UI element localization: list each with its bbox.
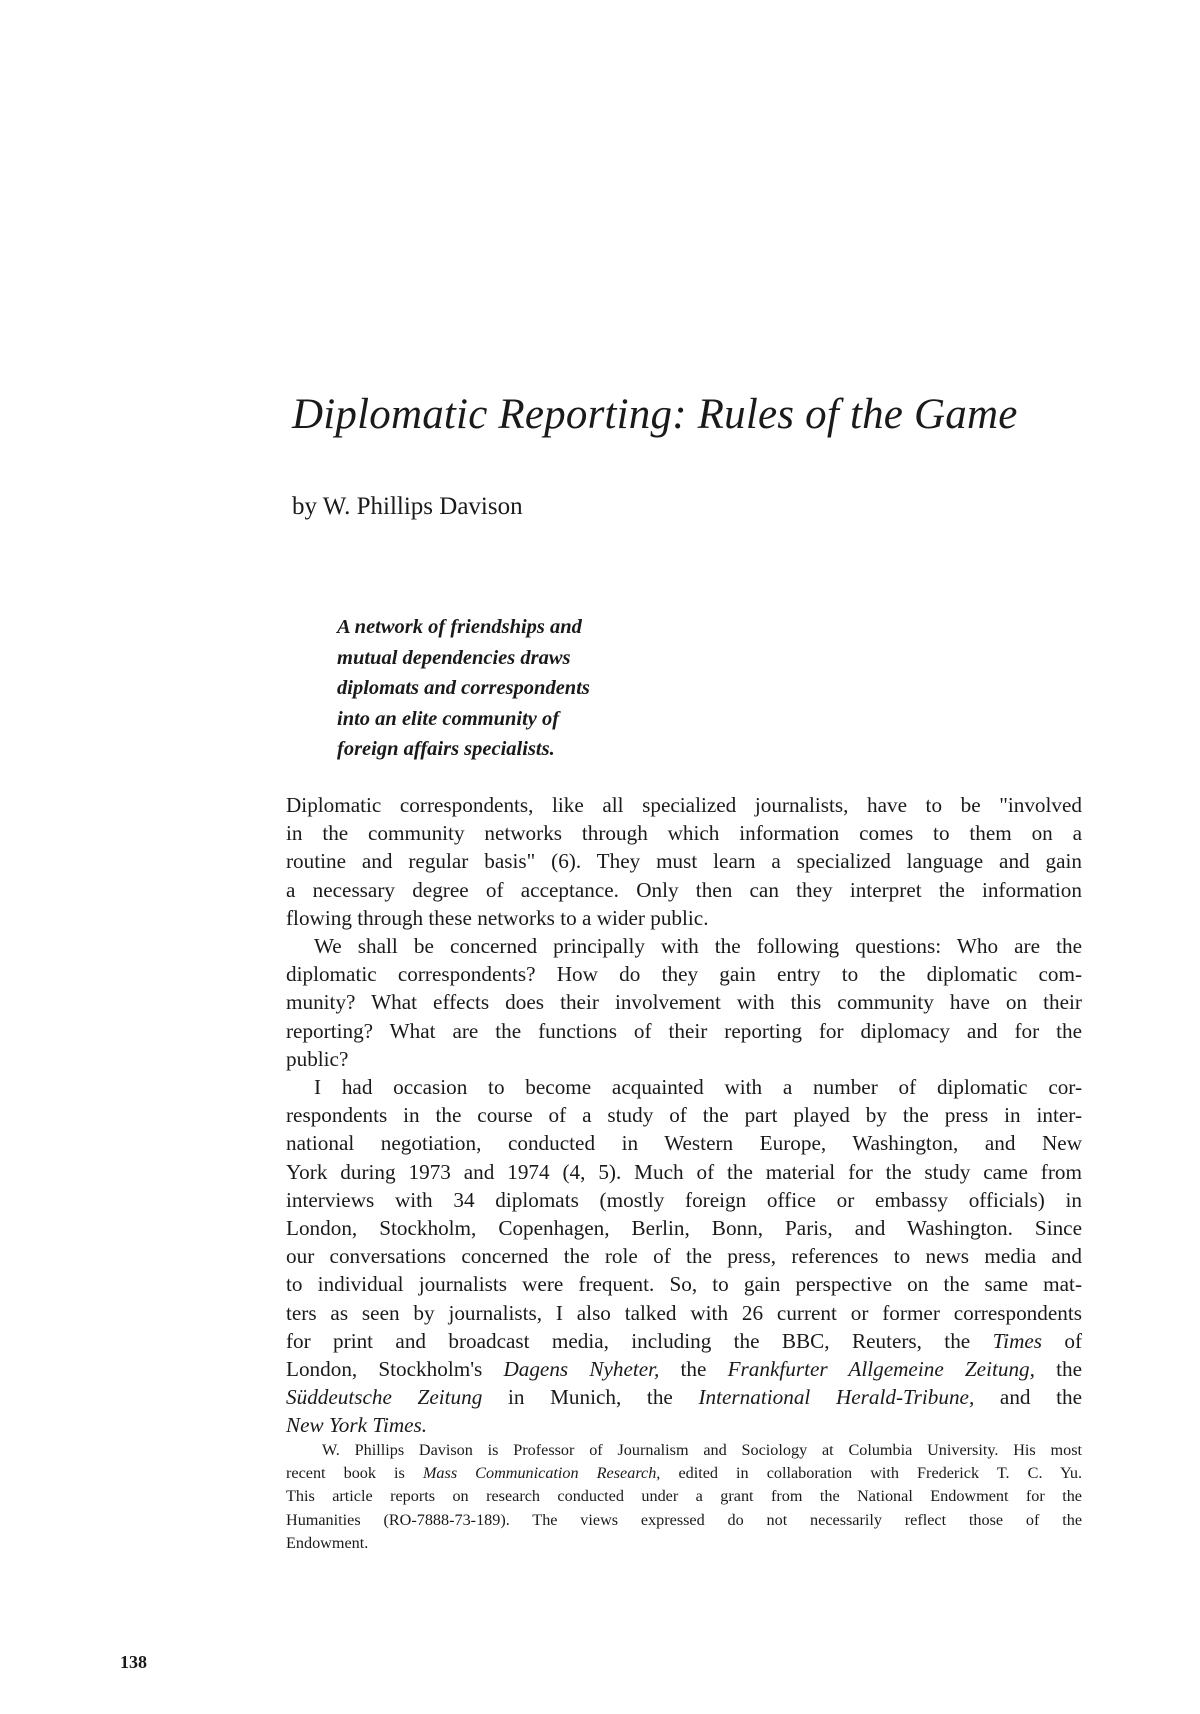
abstract <box>337 612 737 765</box>
text-line <box>286 1327 1082 1355</box>
article-title: Diplomatic Reporting: Rules of the Game <box>292 391 1018 438</box>
paragraph-2 <box>286 932 1082 1073</box>
text-line: our conversations concerned the role of the press, references to news media and <box>286 1244 1082 1269</box>
text-segment: and the <box>999 1385 1083 1410</box>
footnote-line <box>286 1462 1082 1485</box>
publication-name: Süddeutsche Zeitung <box>286 1385 483 1410</box>
text-segment: London, Stockholm's <box>286 1357 483 1382</box>
text-line: ters as seen by journalists, I also talked with 26 current or former correspondents <box>286 1300 1082 1325</box>
text-line: a necessary degree of acceptance. Only then can they interpret the information <box>286 877 1082 902</box>
text-line: flowing through these networks to a wider public. <box>286 905 709 930</box>
footnote-line: Humanities (RO-7888-73-189). The views expressed do not necessarily reflect those of the <box>286 1510 1082 1529</box>
byline: by W. Phillips Davison <box>292 493 523 520</box>
text-segment: the <box>680 1357 707 1382</box>
text-segment: in Munich, the <box>507 1385 673 1410</box>
text-line: We shall be concerned principally with the following questions: Who are the <box>314 934 1082 959</box>
text-line <box>286 1411 1082 1439</box>
text-segment: the <box>1056 1357 1082 1382</box>
page-number: 138 <box>120 1652 147 1672</box>
text-line: Diplomatic correspondents, like all specialized journalists, have to be "involved <box>286 793 1082 817</box>
text-line: interviews with 34 diplomats (mostly foreign office or embassy officials) in <box>286 1187 1082 1212</box>
text-line <box>286 1383 1082 1411</box>
publication-name: New York Times. <box>286 1413 428 1438</box>
publication-name: Frankfurter Allgemeine Zeitung, <box>727 1357 1035 1382</box>
text-line: national negotiation, conducted in Western Europe, Washington, and New <box>286 1131 1082 1156</box>
text-line: I had occasion to become acquainted with a number of diplomatic cor- <box>314 1075 1082 1100</box>
text-line: London, Stockholm, Copenhagen, Berlin, Bonn, Paris, and Washington. Since <box>286 1216 1082 1241</box>
abstract-line: into an elite community of <box>337 707 560 730</box>
text-line: public? <box>286 1046 349 1071</box>
footnote-line: This article reports on research conducted under a grant from the National Endowment for the <box>286 1487 1082 1506</box>
paragraph-3 <box>286 1073 1082 1440</box>
text-line: reporting? What are the functions of their reporting for diplomacy and for the <box>286 1018 1082 1043</box>
publication-name: Dagens Nyheter, <box>503 1357 660 1382</box>
text-segment: edited in collaboration with Frederick T. C. Yu. <box>678 1464 1082 1483</box>
text-line: to individual journalists were frequent. So, to gain perspective on the same mat- <box>286 1272 1082 1297</box>
text-segment: for print and broadcast media, including the BBC, Reuters, the <box>286 1328 971 1353</box>
abstract-line: foreign affairs specialists. <box>337 738 555 760</box>
publication-name: Times <box>992 1328 1043 1353</box>
text-line: respondents in the course of a study of the part played by the press in inter- <box>286 1103 1082 1128</box>
footnote-line: Endowment. <box>286 1533 369 1552</box>
article-body <box>286 791 1082 1440</box>
abstract-line: A network of friendships and <box>337 616 582 638</box>
text-segment: recent book is <box>286 1464 405 1483</box>
paragraph-1 <box>286 791 1082 932</box>
publication-name: International Herald-Tribune, <box>698 1385 975 1410</box>
text-line: munity? What effects does their involvement with this community have on their <box>286 990 1082 1015</box>
author-footnote <box>286 1439 1082 1555</box>
footnote-line: W. Phillips Davison is Professor of Journalism and Sociology at Columbia University. His most <box>322 1441 1082 1459</box>
text-line: routine and regular basis" (6). They must learn a specialized language and gain <box>286 849 1082 874</box>
book-title: Mass Communication Research, <box>422 1464 661 1483</box>
text-line: in the community networks through which information comes to them on a <box>286 821 1082 846</box>
text-segment: of <box>1064 1328 1083 1353</box>
abstract-line: diplomats and correspondents <box>337 677 590 699</box>
text-line: diplomatic correspondents? How do they gain entry to the diplomatic com- <box>286 962 1082 987</box>
abstract-line: mutual dependencies draws <box>337 646 571 669</box>
text-line <box>286 1355 1082 1383</box>
text-line: York during 1973 and 1974 (4, 5). Much of the material for the study came from <box>286 1159 1082 1184</box>
